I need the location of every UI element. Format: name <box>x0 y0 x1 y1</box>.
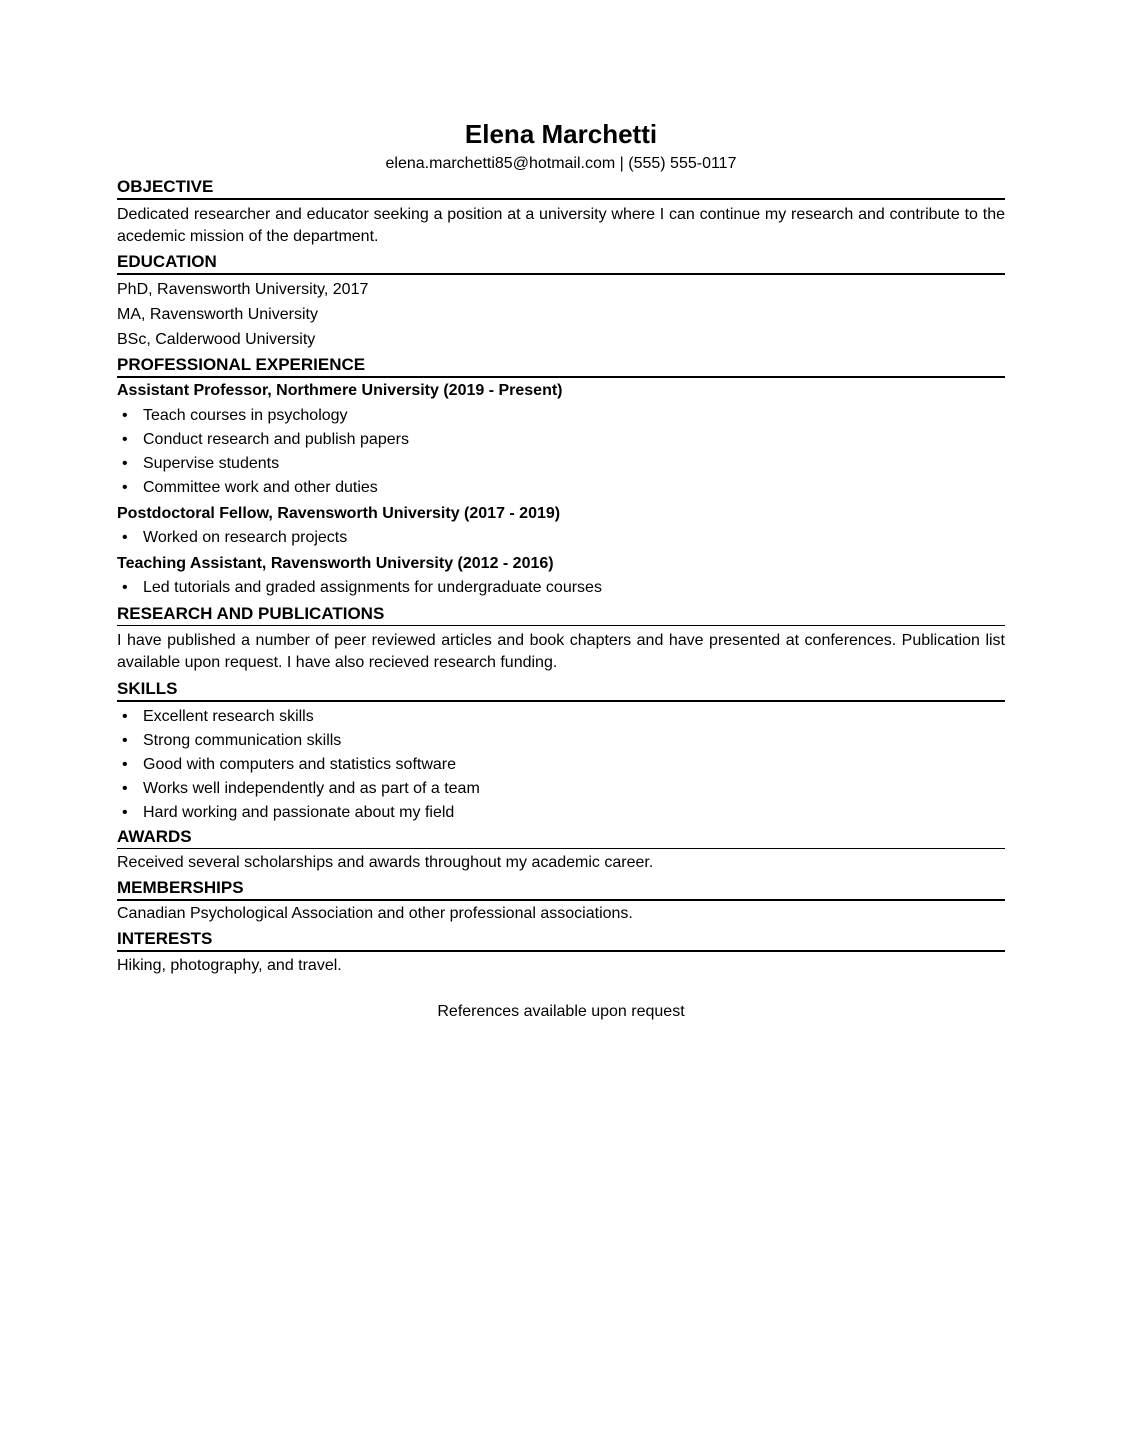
education-section <box>117 251 1005 351</box>
research-text: I have published a number of peer reviewed articles and book chapters and have presented at conferences. Publication list available upon request. I have also recieved research funding. <box>117 632 1005 671</box>
skills-list <box>117 706 1005 824</box>
skill-text: Hard working and passionate about my field <box>143 804 455 821</box>
awards-heading: AWARDS <box>117 826 1005 849</box>
job-bullet-text: Worked on research projects <box>143 529 348 546</box>
awards-text: Received several scholarships and awards throughout my academic career. <box>117 854 654 871</box>
bullet-icon: • <box>122 732 128 749</box>
list-item <box>117 527 1005 549</box>
list-item <box>117 453 1005 475</box>
bullet-icon: • <box>122 780 128 797</box>
bullet-icon: • <box>122 804 128 821</box>
job-bullet-list <box>117 405 1005 499</box>
skill-text: Strong communication skills <box>143 732 342 749</box>
interests-section <box>117 928 1005 977</box>
skills-section <box>117 678 1005 824</box>
bullet-icon: • <box>122 529 128 546</box>
skill-text: Works well independently and as part of a team <box>143 780 480 797</box>
job-bullet-text: Teach courses in psychology <box>143 407 348 424</box>
list-item <box>117 706 1005 728</box>
list-item <box>117 754 1005 776</box>
job-heading: Assistant Professor, Northmere University (2019 - Present) <box>117 382 563 399</box>
skill-text: Good with computers and statistics software <box>143 756 457 773</box>
job-bullet-text: Conduct research and publish papers <box>143 431 409 448</box>
job-bullet-list <box>117 527 1005 549</box>
job-heading: Teaching Assistant, Ravensworth University (2012 - 2016) <box>117 555 554 572</box>
interests-heading: INTERESTS <box>117 928 1005 952</box>
objective-heading: OBJECTIVE <box>117 176 1005 200</box>
job-heading: Postdoctoral Fellow, Ravensworth University (2017 - 2019) <box>117 505 561 522</box>
job-bullet-text: Led tutorials and graded assignments for undergraduate courses <box>143 579 602 596</box>
research-heading: RESEARCH AND PUBLICATIONS <box>117 603 1005 626</box>
education-item: PhD, Ravensworth University, 2017 <box>117 281 369 298</box>
job-bullet-text: Supervise students <box>143 455 280 472</box>
list-item <box>117 429 1005 451</box>
objective-text: Dedicated researcher and educator seeking a position at a university where I can continue my research and contribute to the acedemic mission of the department. <box>117 206 1005 245</box>
bullet-icon: • <box>122 479 128 496</box>
list-item <box>117 778 1005 800</box>
bullet-icon: • <box>122 708 128 725</box>
references-note: References available upon request <box>437 1003 685 1020</box>
list-item <box>117 577 1005 599</box>
experience-heading: PROFESSIONAL EXPERIENCE <box>117 354 1005 378</box>
bullet-icon: • <box>122 431 128 448</box>
bullet-icon: • <box>122 407 128 424</box>
job-bullet-list <box>117 577 1005 599</box>
list-item <box>117 405 1005 427</box>
awards-section <box>117 826 1005 874</box>
memberships-heading: MEMBERSHIPS <box>117 877 1005 901</box>
bullet-icon: • <box>122 579 128 596</box>
contact-line: elena.marchetti85@hotmail.com | (555) 555-0117 <box>385 155 737 172</box>
education-heading: EDUCATION <box>117 251 1005 275</box>
experience-section <box>117 354 1005 599</box>
job-bullet-text: Committee work and other duties <box>143 479 378 496</box>
interests-text: Hiking, photography, and travel. <box>117 957 342 974</box>
skill-text: Excellent research skills <box>143 708 314 725</box>
list-item <box>117 730 1005 752</box>
list-item <box>117 802 1005 824</box>
list-item <box>117 477 1005 499</box>
research-section <box>117 603 1005 674</box>
resume-name: Elena Marchetti <box>464 119 658 149</box>
bullet-icon: • <box>122 455 128 472</box>
education-item: BSc, Calderwood University <box>117 331 316 348</box>
objective-section <box>117 176 1005 248</box>
memberships-section <box>117 877 1005 925</box>
education-item: MA, Ravensworth University <box>117 306 318 323</box>
skills-heading: SKILLS <box>117 678 1005 702</box>
memberships-text: Canadian Psychological Association and other professional associations. <box>117 905 633 922</box>
bullet-icon: • <box>122 756 128 773</box>
